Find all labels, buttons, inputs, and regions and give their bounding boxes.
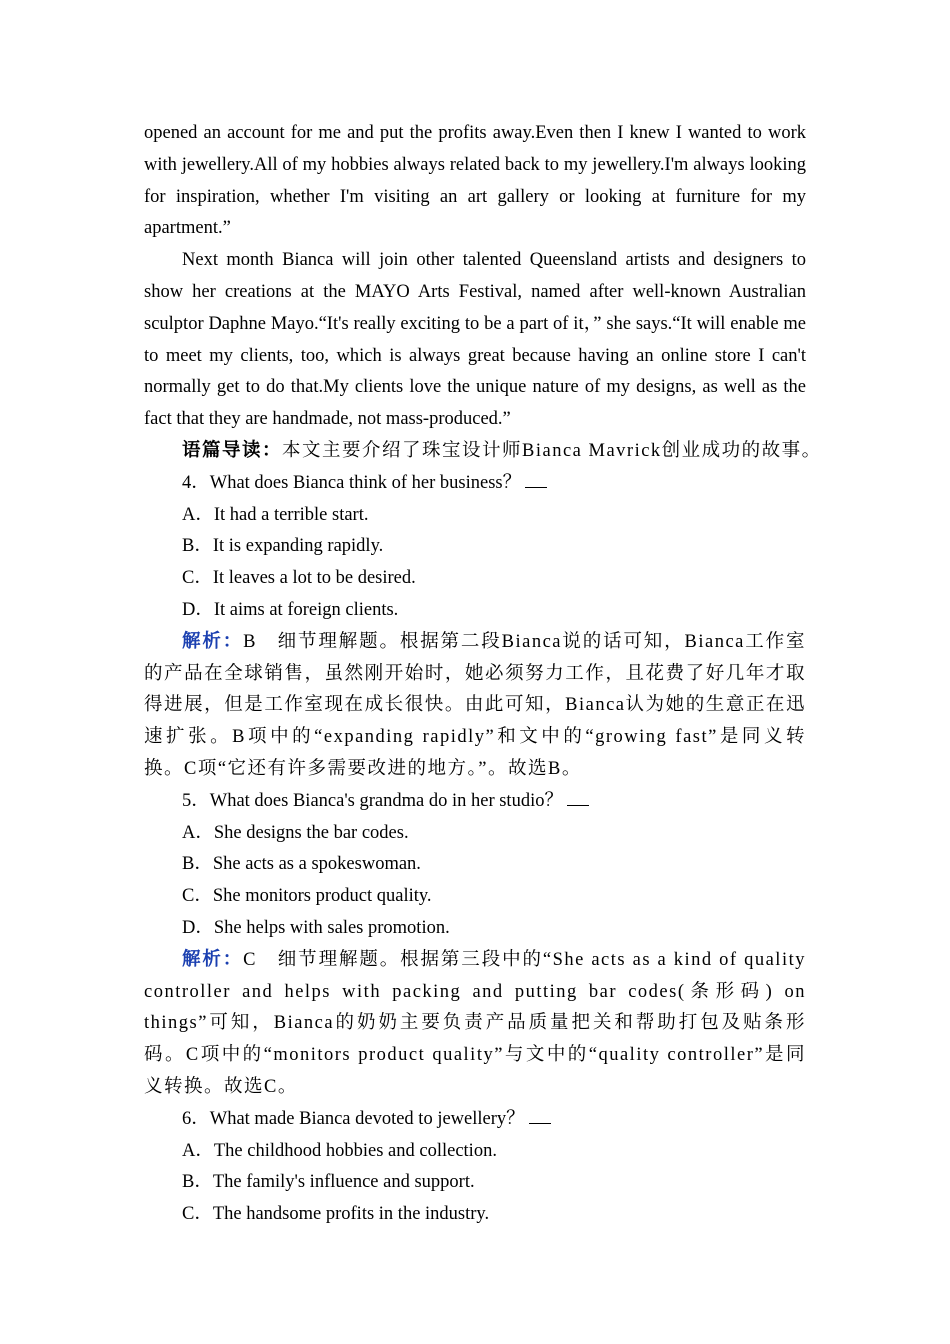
option: B．It is expanding rapidly. bbox=[182, 536, 384, 557]
option: B．She acts as a spokeswoman. bbox=[182, 854, 421, 875]
analysis-text: B 细节理解题。根据第二段Bianca说的话可知，Bianca工作室的产品在全球销售，虽然刚开始时，她必须努力工作，且花费了好几年才取得进展，但是工作室现在成长很快。由此可知，Bianca认为她的生意正在迅速扩张。B项中的“expanding rapidly”和文中的“growing fast”是同义转换。C项“它还有许多需要改进的地方。”。故选B。 bbox=[144, 631, 806, 779]
option: C．She monitors product quality. bbox=[182, 886, 432, 907]
passage-paragraph: Next month Bianca will join other talented Queensland artists and designers to show her creations at the MAYO Arts Festival, named after well-known Australian sculptor Daphne Mayo.“It's really exciting to be a part of it，” she says.“It will enable me to meet my clients, too, which is always great because having an online store I can't normally get to do that.My clients love the unique nature of my designs, as well as the fact that they are handmade, not mass-produced.” bbox=[144, 250, 806, 430]
question-stem: 5．What does Bianca's grandma do in her studio？ bbox=[144, 786, 806, 818]
answer-blank bbox=[525, 471, 547, 488]
guide-label: 语篇导读： bbox=[182, 440, 283, 461]
question-stem: 6．What made Bianca devoted to jewellery？ bbox=[144, 1104, 806, 1136]
option: C．It leaves a lot to be desired. bbox=[182, 568, 416, 589]
reading-guide bbox=[144, 436, 822, 468]
option: A．It had a terrible start. bbox=[182, 504, 369, 525]
analysis-label: 解析： bbox=[182, 949, 244, 970]
option: C．The handsome profits in the industry. bbox=[182, 1204, 490, 1225]
option: B．The family's influence and support. bbox=[182, 1172, 475, 1193]
question-stem: 4．What does Bianca think of her business？ bbox=[144, 468, 806, 500]
answer-blank bbox=[529, 1107, 551, 1124]
answer-blank bbox=[567, 789, 589, 806]
option: A．The childhood hobbies and collection. bbox=[182, 1140, 497, 1161]
analysis-text: C 细节理解题。根据第三段中的“She acts as a kind of quality controller and helps with packing and putting bar codes(条形码) on things”可知，Bianca的奶奶主要负责产品质量把关和帮助打包及贴条形码。C项中的“monitors product quality”与文中的“quality controller”是同义转换。故选C。 bbox=[144, 949, 806, 1097]
analysis bbox=[144, 945, 806, 1104]
analysis-label: 解析： bbox=[182, 631, 244, 652]
option: D．It aims at foreign clients. bbox=[182, 599, 399, 620]
document-page bbox=[144, 118, 822, 1231]
analysis bbox=[144, 627, 806, 786]
passage-paragraph-continued: opened an account for me and put the profits away.Even then I knew I wanted to work with jewellery.All of my hobbies always related back to my jewellery.I'm always looking for inspiration, whether I'm visiting an art gallery or looking at furniture for my apartment.” bbox=[144, 123, 806, 239]
option: A．She designs the bar codes. bbox=[182, 822, 409, 843]
option: D．She helps with sales promotion. bbox=[182, 917, 450, 938]
guide-text: 本文主要介绍了珠宝设计师Bianca Mavrick创业成功的故事。 bbox=[282, 440, 822, 461]
